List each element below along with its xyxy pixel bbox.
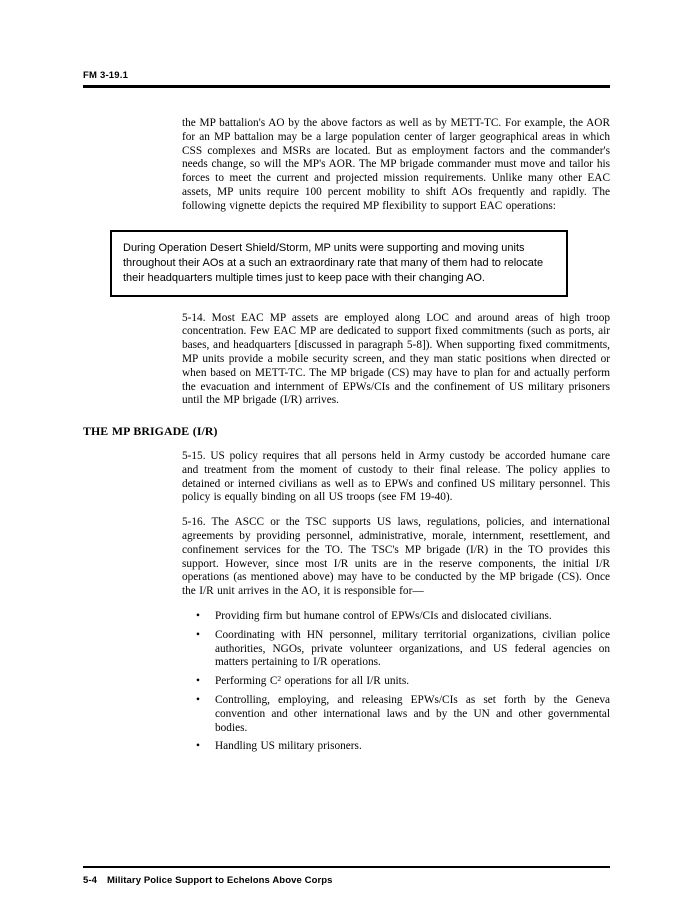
paragraph-5-15: 5-15. US policy requires that all persons held in Army custody be accorded humane care and treatment from the moment of custody to their final release. The policy applies to detained or interned civilians as well as to EPWs and confined US military personnel. This policy is equally binding on all US troops (see FM 19-40). bbox=[182, 449, 610, 504]
bullet-marker: • bbox=[196, 628, 200, 641]
superscript-2: 2 bbox=[277, 674, 282, 684]
list-item bbox=[182, 740, 610, 754]
paragraph-5-16: 5-16. The ASCC or the TSC supports US laws, regulations, policies, and international agreements by providing personnel, administrative, morale, internment, resettlement, and confinement services for the TO. The TSC's MP brigade (I/R) in the TO provides this support. However, since most I/R units are in the reserve components, the initial I/R operations (as mentioned above) may have to be conducted by the MP brigade (CS). Once the I/R unit arrives in the AO, it is responsible for— bbox=[182, 516, 610, 598]
list-item-text: Controlling, employing, and releasing EPWs/CIs as set forth by the Geneva convention and other international laws and by the UN and other governmental bodies. bbox=[215, 693, 610, 734]
bullet-marker: • bbox=[196, 740, 200, 753]
footer-page-number: 5-4 bbox=[83, 875, 98, 886]
footer-rule bbox=[83, 866, 610, 868]
list-item bbox=[182, 694, 610, 735]
header-rule bbox=[83, 85, 610, 88]
page-footer bbox=[83, 875, 333, 886]
paragraph-5-14: 5-14. Most EAC MP assets are employed along LOC and around areas of high troop concentration. Few EAC MP are dedicated to support fixed commitments (such as ports, air bases, and headquarters [discussed in paragraph 5-8]). When supporting fixed commitments, MP units provide a mobile security screen, and they man static positions when directed or when based on METT-TC. The MP brigade (CS) may have to plan for and actually perform the evacuation and internment of EPWs/CIs and the confinement of US military prisoners until the MP brigade (I/R) arrives. bbox=[182, 311, 610, 407]
page-content bbox=[83, 117, 610, 759]
list-item bbox=[182, 629, 610, 670]
intro-paragraph: the MP battalion's AO by the above factors as well as by METT-TC. For example, the AOR for an MP battalion may be a large population center of larger geographical areas in which CSS complexes and MSRs are located. But as employment factors and the commander's needs change, so will the MP's AOR. The MP brigade commander must move and tailor his forces to meet the current and projected mission requirements. Unlike many other EAC assets, MP units require 100 percent mobility to shift AOs frequently and rapidly. The following vignette depicts the required MP flexibility to support EAC operations: bbox=[182, 117, 610, 212]
text-segment: Performing C bbox=[215, 675, 278, 688]
section-heading: THE MP BRIGADE (I/R) bbox=[83, 424, 218, 439]
list-item-text: Providing firm but humane control of EPWs/CIs and dislocated civilians. bbox=[215, 609, 552, 622]
list-item-text: Coordinating with HN personnel, military territorial organizations, civilian police authorities, NGOs, private volunteer organizations, and US federal agencies on matters pertaining to I/R operations. bbox=[215, 628, 610, 669]
bullet-list bbox=[182, 610, 610, 754]
header-doc-id: FM 3-19.1 bbox=[83, 70, 129, 81]
list-item bbox=[182, 675, 610, 689]
list-item-text bbox=[215, 675, 409, 687]
vignette-box bbox=[110, 230, 568, 297]
bullet-marker: • bbox=[196, 675, 200, 688]
vignette-text: During Operation Desert Shield/Storm, MP units were supporting and moving units throughout their AOs at a such an extraordinary rate that many of them had to relocate their headquarters multiple times just to keep pace with their changing AO. bbox=[123, 241, 544, 284]
bullet-marker: • bbox=[196, 609, 200, 622]
footer-title: Military Police Support to Echelons Above Corps bbox=[107, 875, 333, 886]
list-item-text: Handling US military prisoners. bbox=[215, 740, 362, 753]
bullet-marker: • bbox=[196, 693, 200, 706]
list-item bbox=[182, 610, 610, 624]
text-segment: operations for all I/R units. bbox=[281, 675, 410, 688]
